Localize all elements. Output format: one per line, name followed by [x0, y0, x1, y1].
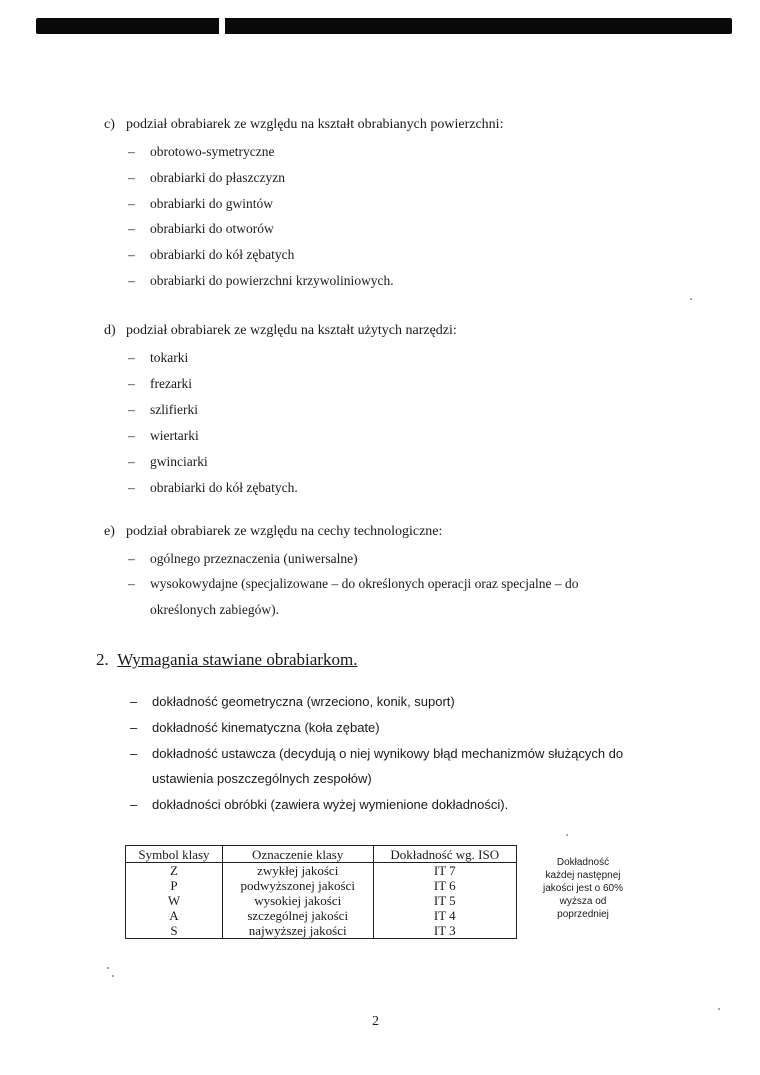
- scan-top-bar: [36, 18, 732, 34]
- scan-speck: [566, 834, 568, 836]
- list-item: – dokładność ustawcza (decydują o niej wynikowy błąd mechanizmów służących do: [130, 746, 624, 761]
- table-cell: W: [126, 893, 223, 908]
- table-cell: zwykłej jakości: [222, 863, 373, 879]
- list-item: – frezarki: [128, 376, 192, 391]
- table-header-cell: Dokładność wg. ISO: [373, 846, 516, 863]
- table-header-row: [126, 846, 517, 863]
- list-item: – dokładność kinematyczna (koła zębate): [130, 720, 380, 735]
- table-cell: IT 7: [373, 863, 516, 879]
- section-2-heading: 2. Wymagania stawiane obrabiarkom.: [96, 650, 358, 669]
- table-cell: podwyższonej jakości: [222, 878, 373, 893]
- list-item: – obrabiarki do kół zębatych.: [128, 480, 298, 495]
- accuracy-class-table: [125, 845, 517, 939]
- list-item: – obrabiarki do otworów: [128, 221, 274, 236]
- list-item: – obrabiarki do powierzchni krzywoliniowych.: [128, 273, 394, 288]
- scan-speck: [112, 975, 114, 977]
- table-cell: P: [126, 878, 223, 893]
- scan-bar-gap: [219, 18, 225, 34]
- list-item-continuation: określonych zabiegów).: [150, 602, 279, 617]
- table-row: [126, 908, 517, 923]
- table-cell: IT 3: [373, 923, 516, 939]
- table-cell: szczególnej jakości: [222, 908, 373, 923]
- list-item: – dokładności obróbki (zawiera wyżej wymienione dokładności).: [130, 797, 509, 812]
- scan-speck: [107, 967, 109, 969]
- table-row: [126, 923, 517, 939]
- list-item: – dokładność geometryczna (wrzeciono, konik, suport): [130, 694, 455, 709]
- table-header-cell: Symbol klasy: [126, 846, 223, 863]
- list-item: – ogólnego przeznaczenia (uniwersalne): [128, 551, 358, 566]
- list-item: – obrotowo-symetryczne: [128, 144, 275, 159]
- list-item: – szlifierki: [128, 402, 198, 417]
- table-cell: IT 4: [373, 908, 516, 923]
- section-c-heading: c) podział obrabiarek ze względu na kształt obrabianych powierzchni:: [104, 117, 504, 132]
- table-row: [126, 878, 517, 893]
- list-item: – tokarki: [128, 350, 189, 365]
- list-item: – obrabiarki do kół zębatych: [128, 247, 295, 262]
- section-e-heading: e) podział obrabiarek ze względu na cechy technologiczne:: [104, 524, 443, 539]
- side-note: Dokładność każdej następnej jakości jest o 60% wyższa od poprzedniej: [542, 857, 624, 920]
- table-cell: IT 6: [373, 878, 516, 893]
- page-number: 2: [372, 1014, 379, 1029]
- scan-speck: [718, 1008, 720, 1010]
- table-cell: IT 5: [373, 893, 516, 908]
- list-item: – obrabiarki do gwintów: [128, 196, 273, 211]
- table-cell: A: [126, 908, 223, 923]
- list-item: – wysokowydajne (specjalizowane – do określonych operacji oraz specjalne – do: [128, 576, 579, 591]
- table-cell: S: [126, 923, 223, 939]
- list-item-continuation: ustawienia poszczególnych zespołów): [152, 771, 372, 786]
- table-cell: najwyższej jakości: [222, 923, 373, 939]
- table-cell: Z: [126, 863, 223, 879]
- list-item: – gwinciarki: [128, 454, 208, 469]
- list-item: – wiertarki: [128, 428, 199, 443]
- table-row: [126, 893, 517, 908]
- table-cell: wysokiej jakości: [222, 893, 373, 908]
- scan-speck: [690, 298, 692, 300]
- table-header-cell: Oznaczenie klasy: [222, 846, 373, 863]
- list-item: – obrabiarki do płaszczyzn: [128, 170, 285, 185]
- section-d-heading: d) podział obrabiarek ze względu na kształt użytych narzędzi:: [104, 323, 457, 338]
- table-row: [126, 863, 517, 879]
